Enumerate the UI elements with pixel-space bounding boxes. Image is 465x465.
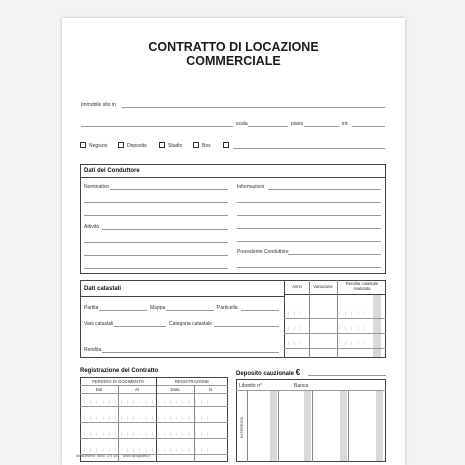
catastali-col-1 bbox=[309, 280, 310, 358]
piano-line[interactable] bbox=[304, 126, 339, 127]
attivita-line-3[interactable] bbox=[84, 255, 228, 256]
attivita-line-2[interactable] bbox=[84, 242, 228, 243]
al-header: Al bbox=[135, 387, 139, 392]
deposito-col-2 bbox=[312, 390, 313, 462]
reg-row-3-ticks: | | | | | | | | | | | | | | | | | | | | | bbox=[84, 431, 211, 436]
dal-header: Dal bbox=[95, 387, 103, 392]
footer bbox=[76, 454, 150, 458]
n-header: N. bbox=[208, 387, 214, 392]
registrazione-header: REGISTRAZIONE bbox=[174, 379, 210, 384]
particella-label: Particella bbox=[217, 305, 238, 311]
registrazione-header-rule-1 bbox=[80, 385, 228, 386]
box-checkbox[interactable] bbox=[193, 142, 199, 148]
anno-tick-3: | | | bbox=[288, 340, 304, 345]
deposito-title-text: Deposito cauzionale bbox=[236, 371, 295, 377]
precedente-line-1[interactable] bbox=[288, 254, 381, 255]
informazioni-line-1[interactable] bbox=[268, 189, 381, 190]
conduttore-box bbox=[80, 164, 386, 274]
categoria-line[interactable] bbox=[214, 326, 279, 327]
vani-line[interactable] bbox=[114, 326, 166, 327]
address-line[interactable] bbox=[81, 126, 233, 127]
footer-brand: Modulistica bbox=[76, 454, 95, 458]
data-header: Data bbox=[170, 387, 180, 392]
informazioni-label: Informazioni bbox=[237, 184, 265, 190]
reg-row-4-ticks: | | | | | | | | | | | | | | | | | | | | | bbox=[84, 447, 211, 452]
negozio-checkbox[interactable] bbox=[80, 142, 86, 148]
scala-label: scala bbox=[236, 121, 248, 127]
precedente-line-2[interactable] bbox=[237, 267, 381, 268]
vani-label: Vani catastali bbox=[84, 321, 114, 327]
conduttore-header-rule bbox=[80, 177, 386, 178]
catastali-table-header-rule bbox=[284, 294, 386, 295]
attivita-label: Attività bbox=[84, 224, 100, 230]
deposito-title-line[interactable] bbox=[308, 375, 386, 376]
reg-row-1-ticks: | | | | | | | | | | | | | | | | | | | | | bbox=[84, 399, 211, 404]
anno-tick-2: | | | bbox=[288, 325, 304, 330]
periodo-header: PERIODO DI GODIMENTO bbox=[92, 379, 144, 384]
deposito-label: Deposito bbox=[127, 143, 147, 149]
interessi-divider bbox=[247, 390, 248, 462]
other-checkbox[interactable] bbox=[223, 142, 229, 148]
reg-row-rule-2 bbox=[80, 422, 228, 423]
footer-site: www.tipografia.it bbox=[122, 454, 151, 458]
categoria-label: Categoria catastale bbox=[169, 321, 213, 327]
deposito-title bbox=[236, 368, 300, 377]
attivita-line-4[interactable] bbox=[84, 268, 228, 269]
deposito-col-1 bbox=[278, 390, 279, 462]
deposito-col-3 bbox=[348, 390, 349, 462]
anno-tick-1: | | | bbox=[288, 310, 304, 315]
box-label: Box bbox=[202, 143, 211, 149]
deposito-header-rule bbox=[236, 390, 386, 391]
interessi-label: INTERESSI bbox=[239, 416, 244, 438]
studio-checkbox[interactable] bbox=[159, 142, 165, 148]
negozio-label: Negozio bbox=[89, 143, 108, 149]
document-sheet bbox=[62, 18, 405, 465]
footer-code: Mod. CR 451 bbox=[97, 454, 120, 458]
rendita-tick-3: | | | | | bbox=[339, 340, 367, 345]
other-line[interactable] bbox=[233, 148, 385, 149]
immobile-sito-label: Immobile sito in bbox=[81, 102, 116, 108]
partita-line[interactable] bbox=[99, 310, 147, 311]
libretto-label: Libretto n° bbox=[239, 383, 262, 389]
deposito-shade-4 bbox=[376, 391, 383, 461]
rendita-header-line-1: Rendita catastale bbox=[345, 281, 379, 286]
catastali-col-2 bbox=[337, 280, 338, 358]
precedente-label: Precedente Conduttore bbox=[237, 249, 289, 255]
partita-label: Partita bbox=[84, 305, 99, 311]
piano-label: piano bbox=[291, 121, 304, 127]
catastali-box bbox=[80, 280, 386, 358]
deposito-checkbox[interactable] bbox=[118, 142, 124, 148]
rendita-label: Rendita bbox=[84, 347, 102, 353]
registrazione-header-rule-2 bbox=[80, 393, 228, 394]
attivita-line-1[interactable] bbox=[102, 229, 228, 230]
deposito-box bbox=[236, 379, 386, 462]
rendita-line[interactable] bbox=[102, 352, 279, 353]
nominativo-line-2[interactable] bbox=[84, 202, 228, 203]
scala-line[interactable] bbox=[248, 126, 288, 127]
int-line[interactable] bbox=[352, 126, 385, 127]
studio-label: Studio bbox=[168, 143, 183, 149]
particella-line[interactable] bbox=[241, 310, 279, 311]
int-label: int. bbox=[342, 121, 349, 127]
title-line-1: CONTRATTO DI LOCAZIONE bbox=[148, 40, 319, 54]
informazioni-line-4[interactable] bbox=[237, 228, 381, 229]
variazione-header: Variazione bbox=[313, 284, 333, 289]
registrazione-title: Registrazione del Contratto bbox=[80, 368, 159, 374]
mappa-label: Mappa bbox=[150, 305, 166, 311]
conduttore-title: Dati del Conduttore bbox=[84, 168, 140, 174]
rendita-rivalutata-header bbox=[338, 282, 386, 291]
catastali-divider bbox=[284, 280, 285, 358]
catastali-title: Dati catastali bbox=[84, 286, 122, 292]
deposito-shade-1 bbox=[270, 391, 277, 461]
reg-row-rule-3 bbox=[80, 438, 228, 439]
euro-icon: € bbox=[295, 368, 301, 377]
informazioni-line-5[interactable] bbox=[237, 241, 381, 242]
rendita-tick-1: | | | | | bbox=[339, 310, 367, 315]
nominativo-line-3[interactable] bbox=[84, 215, 228, 216]
catastali-row-2 bbox=[284, 333, 386, 334]
immobile-line[interactable] bbox=[122, 107, 385, 108]
informazioni-line-3[interactable] bbox=[237, 215, 381, 216]
catastali-header-rule bbox=[80, 296, 284, 297]
deposito-shade-3 bbox=[340, 391, 347, 461]
rendita-tick-2: | | | | | bbox=[339, 325, 367, 330]
deposito-shade-2 bbox=[304, 391, 311, 461]
document-title bbox=[62, 40, 405, 68]
mappa-line[interactable] bbox=[166, 310, 214, 311]
reg-row-rule-1 bbox=[80, 406, 228, 407]
banca-label: Banca bbox=[294, 383, 309, 389]
catastali-row-3 bbox=[284, 348, 386, 349]
title-line-2: COMMERCIALE bbox=[186, 54, 281, 68]
catastali-row-1 bbox=[284, 318, 386, 319]
nominativo-label: Nominativo bbox=[84, 184, 110, 190]
nominativo-line-1[interactable] bbox=[110, 189, 228, 190]
rendita-header-line-2: rivalutata bbox=[353, 285, 371, 291]
anno-header: Anno bbox=[292, 284, 302, 289]
reg-row-2-ticks: | | | | | | | | | | | | | | | | | | | | | bbox=[84, 415, 211, 420]
informazioni-line-2[interactable] bbox=[237, 202, 381, 203]
